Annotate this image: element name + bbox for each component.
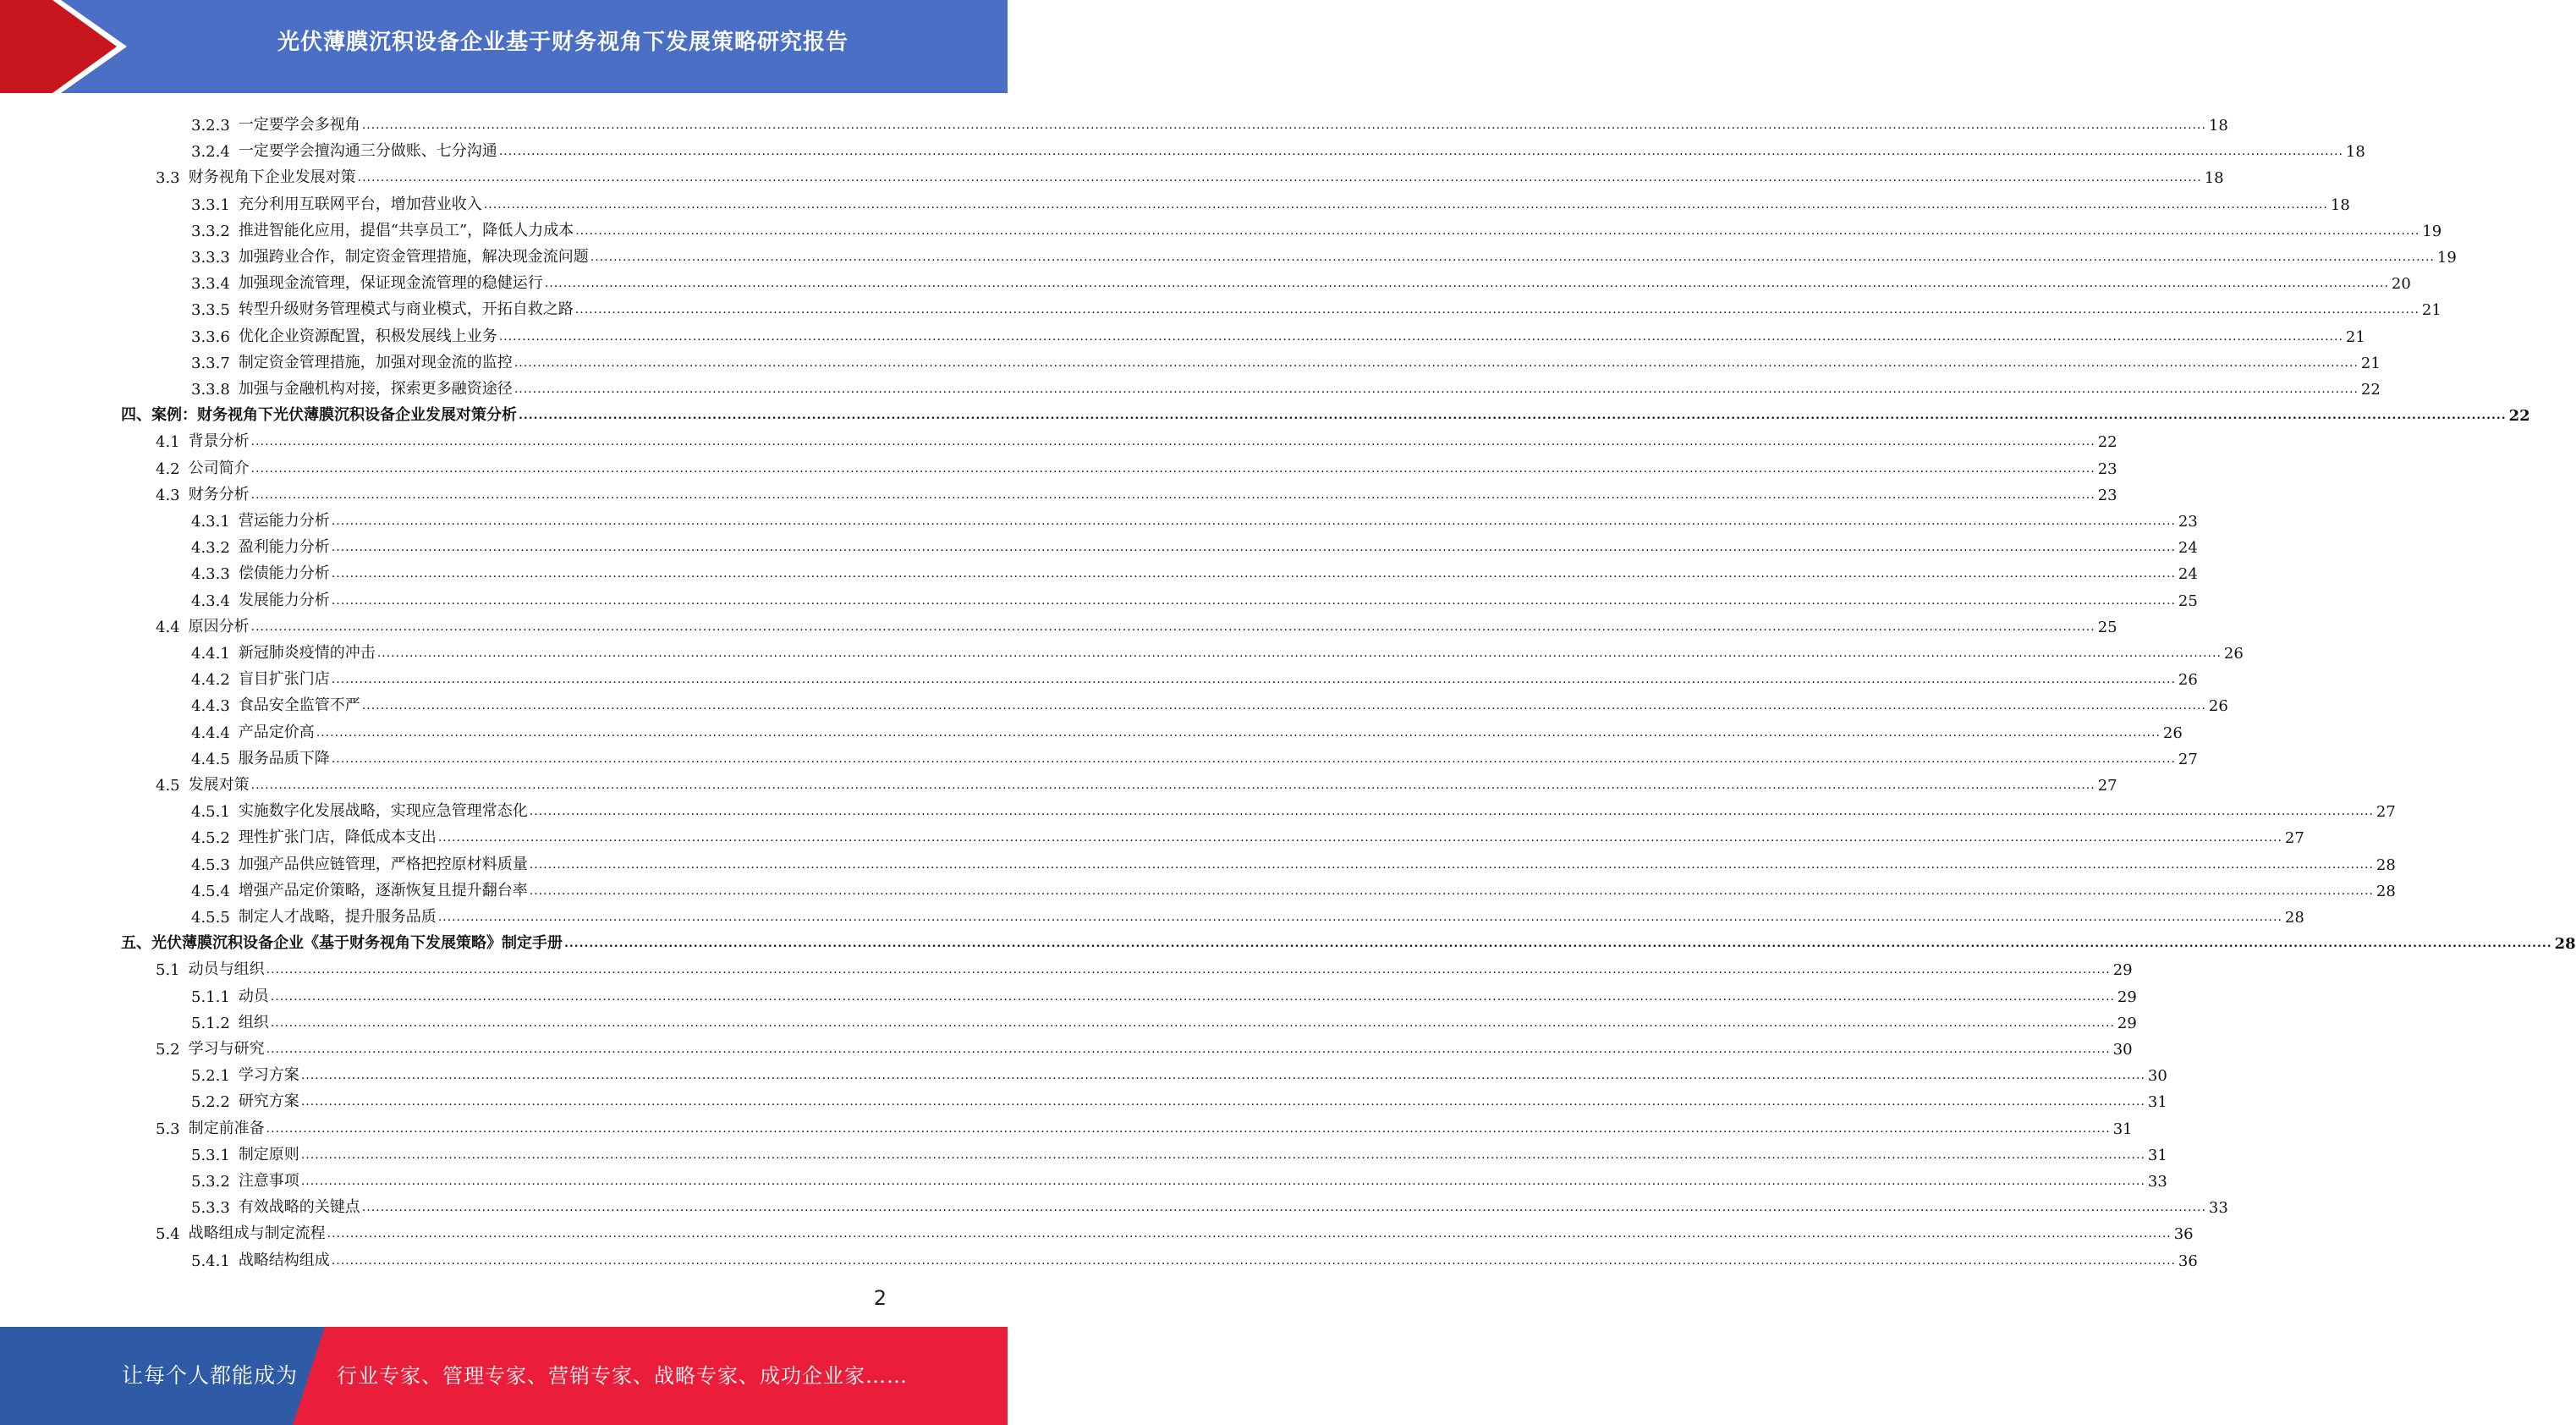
toc-entry-page: 25 [2178, 591, 2198, 610]
toc-dot-leader: ................................................................................................................................................................................................................................................................................................................................................................................................................ [437, 911, 2282, 924]
toc-entry-number: 4.4.1 [191, 645, 230, 663]
toc-dot-leader: ................................................................................................................................................................................................................................................................................................................................................................................................................ [519, 409, 2507, 423]
toc-dot-leader: ................................................................................................................................................................................................................................................................................................................................................................................................................ [514, 355, 2359, 370]
toc-entry-title: 战略结构组成 [238, 1251, 330, 1269]
toc-entry-number: 3.2.4 [191, 143, 230, 162]
toc-entry[interactable] [121, 399, 2530, 426]
toc-entry-number: 4.3.1 [191, 513, 230, 531]
toc-dot-leader: ................................................................................................................................................................................................................................................................................................................................................................................................................ [331, 673, 2176, 687]
toc-dot-leader: ................................................................................................................................................................................................................................................................................................................................................................................................................ [250, 487, 2095, 502]
toc-entry-page: 28 [2284, 909, 2304, 927]
toc-dot-leader: ................................................................................................................................................................................................................................................................................................................................................................................................................ [574, 303, 2419, 317]
toc-entry-title: 发展能力分析 [238, 591, 330, 609]
toc-dot-leader: ................................................................................................................................................................................................................................................................................................................................................................................................................ [300, 1147, 2145, 1162]
toc-dot-leader: ................................................................................................................................................................................................................................................................................................................................................................................................................ [266, 1043, 2111, 1056]
toc-entry-page: 19 [2436, 249, 2457, 267]
toc-entry[interactable] [191, 663, 2198, 690]
toc-entry-number: 3.3.8 [191, 381, 230, 399]
footer-slogan-right: 行业专家、管理专家、营销专家、战略专家、成功企业家…… [337, 1364, 908, 1388]
toc-entry[interactable] [191, 531, 2198, 558]
toc-entry-title: 学习与研究 [188, 1040, 265, 1058]
toc-entry-title: 优化企业资源配置，积极发展线上业务 [238, 327, 497, 345]
toc-entry-number: 5.3 [156, 1120, 180, 1138]
toc-entry[interactable] [191, 742, 2198, 768]
toc-entry-title: 加强与金融机构对接，探索更多融资途径 [238, 380, 513, 398]
toc-entry-number: 五、 [121, 934, 151, 953]
toc-entry[interactable] [156, 953, 2133, 980]
toc-entry[interactable] [191, 689, 2228, 716]
toc-dot-leader: ................................................................................................................................................................................................................................................................................................................................................................................................................ [331, 567, 2176, 581]
toc-entry[interactable] [156, 452, 2117, 478]
toc-dot-leader: ................................................................................................................................................................................................................................................................................................................................................................................................................ [250, 779, 2095, 792]
toc-entry-title: 组织 [238, 1013, 269, 1032]
toc-entry-title: 实施数字化发展战略，实现应急管理常态化 [238, 802, 528, 821]
toc-dot-leader: ................................................................................................................................................................................................................................................................................................................................................................................................................ [376, 646, 2222, 660]
toc-entry[interactable] [191, 135, 2365, 162]
toc-entry-page: 19 [2422, 222, 2442, 240]
toc-entry[interactable] [191, 848, 2396, 874]
toc-entry[interactable] [191, 821, 2304, 848]
toc-entry-page: 24 [2178, 539, 2198, 558]
toc-entry[interactable] [191, 188, 2350, 214]
toc-entry[interactable] [191, 293, 2441, 320]
toc-entry[interactable] [121, 927, 2576, 954]
toc-entry-page: 18 [2204, 169, 2224, 188]
toc-dot-leader: ................................................................................................................................................................................................................................................................................................................................................................................................................ [529, 883, 2374, 898]
toc-entry-title: 公司简介 [188, 459, 250, 477]
toc-entry[interactable] [191, 716, 2183, 742]
toc-entry-number: 4.2 [156, 459, 180, 478]
toc-entry[interactable] [191, 584, 2198, 610]
toc-entry-page: 26 [2178, 671, 2198, 690]
toc-entry-number: 3.3.6 [191, 327, 230, 346]
toc-entry-number: 3.3.4 [191, 275, 230, 294]
toc-entry[interactable] [156, 1032, 2133, 1059]
toc-entry-page: 26 [2162, 724, 2183, 742]
toc-entry-title: 动员与组织 [188, 960, 265, 979]
toc-entry-number: 4.5.2 [191, 829, 230, 848]
toc-entry-title: 学习方案 [238, 1066, 299, 1085]
document-title: 光伏薄膜沉积设备企业基于财务视角下发展策略研究报告 [277, 30, 849, 55]
toc-dot-leader: ................................................................................................................................................................................................................................................................................................................................................................................................................ [331, 751, 2176, 766]
toc-entry-number: 4.4 [156, 618, 180, 636]
toc-entry-number: 3.2.3 [191, 117, 230, 135]
toc-entry[interactable] [191, 240, 2457, 267]
toc-dot-leader: ................................................................................................................................................................................................................................................................................................................................................................................................................ [300, 1175, 2145, 1188]
toc-entry-title: 光伏薄膜沉积设备企业《基于财务视角下发展策略》制定手册 [151, 934, 563, 953]
toc-entry-title: 转型升级财务管理模式与商业模式，开拓自救之路 [238, 300, 574, 319]
toc-entry[interactable] [156, 161, 2224, 188]
toc-entry-page: 31 [2147, 1093, 2167, 1112]
toc-entry-number: 4.5.5 [191, 909, 230, 927]
page-number: 2 [873, 1286, 887, 1310]
toc-entry-page: 33 [2147, 1173, 2167, 1191]
toc-dot-leader: ................................................................................................................................................................................................................................................................................................................................................................................................................ [331, 593, 2176, 608]
toc-entry-page: 29 [2117, 1014, 2137, 1032]
toc-entry-title: 有效战略的关键点 [238, 1198, 360, 1217]
toc-dot-leader: ................................................................................................................................................................................................................................................................................................................................................................................................................ [590, 250, 2435, 264]
toc-entry[interactable] [191, 557, 2198, 584]
toc-dot-leader: ................................................................................................................................................................................................................................................................................................................................................................................................................ [250, 619, 2095, 634]
toc-dot-leader: ................................................................................................................................................................................................................................................................................................................................................................................................................ [498, 145, 2343, 159]
toc-entry-title: 增强产品定价策略，逐渐恢复且提升翻台率 [238, 881, 528, 900]
toc-entry-title: 理性扩张门店，降低成本支出 [238, 828, 437, 847]
toc-entry[interactable] [191, 320, 2365, 346]
toc-entry[interactable] [191, 874, 2396, 900]
toc-entry-number: 5.2.1 [191, 1067, 230, 1086]
toc-entry-number: 4.5.4 [191, 882, 230, 900]
toc-dot-leader: ................................................................................................................................................................................................................................................................................................................................................................................................................ [331, 514, 2176, 528]
toc-entry[interactable] [156, 610, 2117, 636]
toc-entry-number: 4.4.2 [191, 671, 230, 690]
toc-entry-number: 5.2 [156, 1041, 180, 1059]
toc-dot-leader: ................................................................................................................................................................................................................................................................................................................................................................................................................ [361, 1201, 2206, 1215]
toc-dot-leader: ................................................................................................................................................................................................................................................................................................................................................................................................................ [544, 277, 2389, 291]
toc-entry-title: 偿债能力分析 [238, 564, 330, 583]
toc-entry-number: 4.5.1 [191, 803, 230, 822]
toc-entry-page: 21 [2421, 301, 2441, 320]
toc-entry-page: 30 [2147, 1067, 2167, 1086]
toc-entry-page: 29 [2112, 961, 2133, 980]
toc-entry-page: 23 [2097, 459, 2117, 478]
toc-dot-leader: ................................................................................................................................................................................................................................................................................................................................................................................................................ [300, 1095, 2145, 1109]
toc-entry-number: 4.3 [156, 486, 180, 504]
toc-entry-number: 4.4.5 [191, 750, 230, 768]
toc-entry-title: 推进智能化应用，提倡“共享员工”，降低人力成本 [238, 221, 574, 239]
toc-entry-title: 加强跨业合作，制定资金管理措施，解决现金流问题 [238, 248, 589, 266]
toc-entry-page: 23 [2097, 486, 2117, 504]
toc-entry-page: 21 [2345, 327, 2365, 346]
toc-entry-title: 战略组成与制定流程 [188, 1224, 326, 1243]
toc-entry[interactable] [191, 1006, 2137, 1032]
toc-dot-leader: ................................................................................................................................................................................................................................................................................................................................................................................................................ [361, 699, 2206, 713]
toc-entry[interactable] [156, 478, 2117, 504]
toc-entry-number: 4.3.3 [191, 565, 230, 584]
toc-entry[interactable] [191, 1191, 2228, 1218]
toc-entry-number: 4.4.4 [191, 724, 230, 742]
toc-entry-title: 新冠肺炎疫情的冲击 [238, 644, 376, 662]
toc-entry-page: 23 [2178, 513, 2198, 531]
toc-entry-title: 食品安全监管不严 [238, 696, 360, 715]
toc-entry-title: 产品定价高 [238, 723, 315, 741]
toc-entry-number: 3.3.5 [191, 301, 230, 320]
toc-entry-page: 27 [2178, 750, 2198, 768]
toc-entry-title: 案例：财务视角下光伏薄膜沉积设备企业发展对策分析 [151, 406, 517, 425]
toc-entry-title: 研究方案 [238, 1092, 299, 1111]
toc-dot-leader: ................................................................................................................................................................................................................................................................................................................................................................................................................ [331, 541, 2176, 555]
toc-entry-page: 28 [2376, 882, 2396, 900]
toc-entry-page: 36 [2173, 1225, 2194, 1244]
toc-entry-page: 24 [2178, 565, 2198, 584]
toc-dot-leader: ................................................................................................................................................................................................................................................................................................................................................................................................................ [316, 725, 2161, 740]
toc-entry[interactable] [191, 1138, 2167, 1164]
toc-entry-page: 22 [2360, 381, 2381, 399]
toc-entry-number: 5.3.3 [191, 1199, 230, 1218]
toc-entry-title: 服务品质下降 [238, 749, 330, 768]
toc-entry[interactable] [191, 267, 2411, 294]
header-arrow-icon [0, 0, 127, 93]
toc-entry-number: 4.3.2 [191, 539, 230, 558]
toc-entry[interactable] [156, 1217, 2194, 1244]
toc-entry[interactable] [156, 768, 2117, 795]
toc-entry-number: 5.1.1 [191, 988, 230, 1006]
page-footer [0, 1327, 1008, 1425]
toc-dot-leader: ................................................................................................................................................................................................................................................................................................................................................................................................................ [483, 197, 2328, 212]
toc-dot-leader: ................................................................................................................................................................................................................................................................................................................................................................................................................ [331, 1253, 2176, 1268]
toc-entry-title: 盲目扩张门店 [238, 670, 330, 689]
toc-entry[interactable] [156, 425, 2117, 452]
toc-entry-title: 财务视角下企业发展对策 [188, 168, 356, 187]
toc-entry-page: 26 [2223, 645, 2244, 663]
toc-entry-page: 18 [2208, 117, 2228, 135]
toc-entry-page: 31 [2112, 1120, 2133, 1138]
toc-entry[interactable] [191, 1085, 2167, 1112]
toc-entry-title: 一定要学会多视角 [238, 116, 360, 134]
toc-dot-leader: ................................................................................................................................................................................................................................................................................................................................................................................................................ [361, 118, 2206, 132]
toc-dot-leader: ................................................................................................................................................................................................................................................................................................................................................................................................................ [266, 963, 2111, 977]
toc-dot-leader: ................................................................................................................................................................................................................................................................................................................................................................................................................ [514, 382, 2359, 396]
toc-entry-page: 28 [2376, 856, 2396, 874]
toc-entry-title: 原因分析 [188, 617, 250, 635]
toc-dot-leader: ................................................................................................................................................................................................................................................................................................................................................................................................................ [300, 1069, 2145, 1083]
toc-entry-number: 5.3.1 [191, 1146, 230, 1164]
toc-entry-page: 22 [2097, 433, 2117, 452]
toc-entry-title: 制定前准备 [188, 1119, 265, 1137]
toc-entry[interactable] [191, 1059, 2167, 1086]
toc-entry-number: 5.1 [156, 961, 180, 980]
toc-entry-title: 盈利能力分析 [238, 538, 330, 557]
toc-entry[interactable] [191, 900, 2304, 927]
toc-entry-number: 4.4.3 [191, 697, 230, 716]
toc-entry-page: 22 [2508, 407, 2530, 426]
toc-entry-title: 一定要学会擅沟通三分做账、七分沟通 [238, 142, 497, 161]
toc-entry-title: 充分利用互联网平台，增加营业收入 [238, 195, 482, 213]
toc-entry-title: 加强产品供应链管理，严格把控原材料质量 [238, 855, 528, 873]
footer-slogan-left: 让每个人都能成为 [122, 1363, 299, 1388]
toc-entry-page: 20 [2391, 275, 2411, 294]
toc-entry-number: 3.3.7 [191, 354, 230, 372]
toc-entry-title: 制定原则 [238, 1145, 299, 1164]
toc-entry[interactable] [191, 980, 2137, 1006]
toc-entry-number: 3.3.3 [191, 249, 230, 267]
toc-entry-title: 背景分析 [188, 432, 250, 451]
toc-entry-number: 4.5.3 [191, 856, 230, 874]
toc-dot-leader: ................................................................................................................................................................................................................................................................................................................................................................................................................ [250, 461, 2095, 476]
toc-dot-leader: ................................................................................................................................................................................................................................................................................................................................................................................................................ [270, 1015, 2115, 1030]
toc-entry-number: 5.1.2 [191, 1014, 230, 1032]
toc-entry-page: 18 [2345, 143, 2365, 162]
toc-entry[interactable] [191, 1164, 2167, 1191]
toc-entry[interactable] [191, 214, 2442, 240]
toc-dot-leader: ................................................................................................................................................................................................................................................................................................................................................................................................................ [266, 1121, 2111, 1136]
toc-entry-title: 财务分析 [188, 485, 250, 503]
toc-entry-number: 4.5 [156, 777, 180, 795]
toc-entry-title: 制定资金管理措施，加强对现金流的监控 [238, 353, 513, 371]
toc-entry[interactable] [191, 636, 2244, 663]
toc-entry-page: 31 [2147, 1146, 2167, 1164]
toc-entry[interactable] [191, 504, 2198, 531]
toc-entry-page: 25 [2097, 618, 2117, 636]
toc-entry-title: 动员 [238, 987, 269, 1005]
toc-entry-title: 加强现金流管理，保证现金流管理的稳健运行 [238, 274, 543, 293]
toc-entry-page: 27 [2097, 777, 2117, 795]
toc-entry-number: 4.3.4 [191, 591, 230, 610]
page-header [0, 0, 1008, 93]
toc-entry[interactable] [191, 795, 2396, 822]
toc-entry-number: 3.3.2 [191, 222, 230, 240]
toc-entry[interactable] [156, 1112, 2133, 1138]
toc-entry-title: 制定人才战略，提升服务品质 [238, 908, 437, 926]
toc-dot-leader: ................................................................................................................................................................................................................................................................................................................................................................................................................ [498, 329, 2343, 344]
toc-entry-page: 36 [2178, 1252, 2198, 1270]
toc-entry-page: 28 [2554, 935, 2576, 954]
toc-dot-leader: ................................................................................................................................................................................................................................................................................................................................................................................................................ [327, 1227, 2172, 1241]
toc-dot-leader: ................................................................................................................................................................................................................................................................................................................................................................................................................ [437, 831, 2282, 845]
toc-dot-leader: ................................................................................................................................................................................................................................................................................................................................................................................................................ [250, 435, 2095, 449]
toc-entry-number: 3.3 [156, 169, 180, 188]
toc-entry-page: 29 [2117, 988, 2137, 1006]
toc-entry-number: 3.3.1 [191, 195, 230, 214]
toc-entry-page: 27 [2284, 829, 2304, 848]
toc-entry-page: 26 [2208, 697, 2228, 716]
toc-entry[interactable] [191, 1244, 2198, 1270]
toc-dot-leader: ................................................................................................................................................................................................................................................................................................................................................................................................................ [575, 223, 2420, 238]
toc-dot-leader: ................................................................................................................................................................................................................................................................................................................................................................................................................ [357, 171, 2202, 185]
toc-dot-leader: ................................................................................................................................................................................................................................................................................................................................................................................................................ [564, 937, 2552, 951]
toc-dot-leader: ................................................................................................................................................................................................................................................................................................................................................................................................................ [270, 989, 2115, 1004]
toc-entry-number: 5.4.1 [191, 1252, 230, 1270]
toc-entry-title: 营运能力分析 [238, 512, 330, 530]
toc-entry-number: 5.4 [156, 1225, 180, 1244]
toc-entry-page: 27 [2376, 803, 2396, 822]
toc-entry-number: 5.2.2 [191, 1093, 230, 1112]
toc-entry-page: 21 [2360, 354, 2381, 372]
toc-dot-leader: ................................................................................................................................................................................................................................................................................................................................................................................................................ [529, 805, 2374, 819]
toc-entry-page: 30 [2112, 1041, 2133, 1059]
toc-entry[interactable] [191, 108, 2228, 135]
toc-entry[interactable] [191, 346, 2381, 372]
toc-entry-number: 4.1 [156, 433, 180, 452]
toc-entry-page: 33 [2208, 1199, 2228, 1218]
toc-entry[interactable] [191, 372, 2381, 399]
toc-entry-title: 发展对策 [188, 776, 250, 794]
toc-entry-number: 5.3.2 [191, 1173, 230, 1191]
toc-entry-page: 18 [2330, 195, 2350, 214]
toc-entry-number: 四、 [121, 406, 151, 425]
toc-dot-leader: ................................................................................................................................................................................................................................................................................................................................................................................................................ [529, 857, 2374, 872]
toc-entry-title: 注意事项 [238, 1172, 299, 1190]
